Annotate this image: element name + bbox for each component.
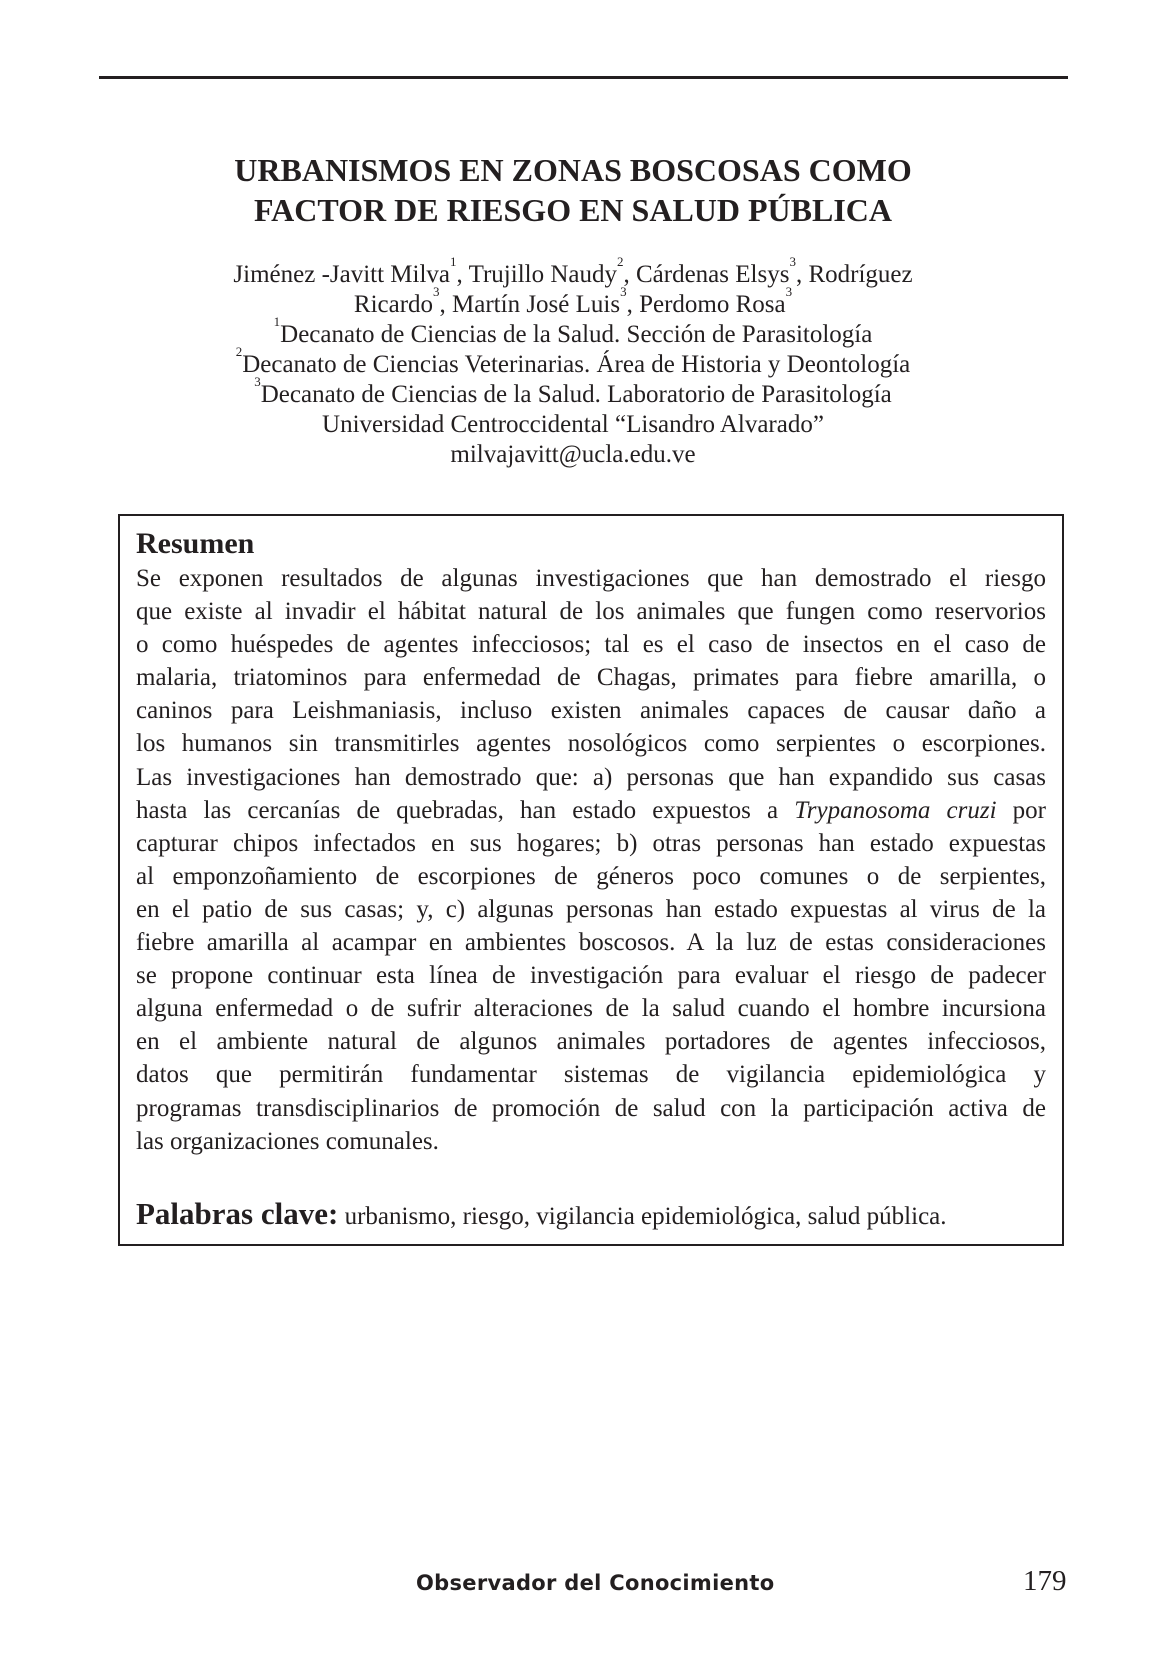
- abstract-text: hasta las cercanías de quebradas, han estado expuestos a: [136, 796, 795, 824]
- abstract-body: [136, 562, 1046, 1158]
- affiliation-sup: 1: [273, 314, 281, 329]
- paper-title: [120, 150, 1026, 230]
- abstract-heading: Resumen: [136, 527, 255, 560]
- author-name: , Martín José Luis: [439, 291, 621, 318]
- abstract-line: al emponzoñamiento de escorpiones de géneros poco comunes o de serpientes,: [136, 862, 1046, 890]
- author-affiliation-sup: 3: [620, 284, 627, 299]
- keywords: [136, 1196, 1046, 1235]
- affiliation-1: [140, 314, 1006, 350]
- author-affiliation-sup: 3: [433, 284, 440, 299]
- abstract-line: en el patio de sus casas; y, c) algunas personas han estado expuestas al virus de la: [136, 895, 1046, 923]
- author-affiliation-sup: 2: [616, 254, 624, 269]
- abstract-line: malaria, triatominos para enfermedad de Chagas, primates para fiebre amarilla, o: [136, 664, 1046, 692]
- affiliation-text: Decanato de Ciencias de la Salud. Laboratorio de Parasitología: [260, 381, 892, 408]
- abstract-line: Las investigaciones han demostrado que: a) personas que han expandido sus casas: [136, 763, 1046, 791]
- author-affiliation-sup: 3: [789, 254, 796, 269]
- author-name: Ricardo: [353, 291, 434, 318]
- author-name: , Rodríguez: [795, 261, 913, 288]
- keywords-text: urbanismo, riesgo, vigilancia epidemiológica, salud pública.: [338, 1203, 947, 1230]
- affiliation-sup: 2: [235, 344, 243, 359]
- affiliation-2: [140, 344, 1006, 380]
- author-name: , Trujillo Naudy: [456, 261, 617, 288]
- abstract-text: por: [996, 796, 1046, 824]
- author-name: , Cárdenas Elsys: [623, 261, 790, 288]
- title-line-1: URBANISMOS EN ZONAS BOSCOSAS COMO: [234, 152, 912, 188]
- affiliation-text: Decanato de Ciencias de la Salud. Sección de Parasitología: [280, 321, 873, 348]
- affiliation-sup: 3: [254, 374, 261, 389]
- footer-journal-name: Observador del Conocimiento: [416, 1571, 775, 1595]
- abstract-line: programas transdisciplinarios de promoción de salud con la participación activa de: [136, 1094, 1046, 1122]
- abstract-line: fiebre amarilla al acampar en ambientes boscosos. A la luz de estas consideraciones: [136, 929, 1046, 957]
- abstract-line: o como huéspedes de agentes infecciosos; tal es el caso de insectos en el caso de: [136, 631, 1046, 659]
- abstract-line: datos que permitirán fundamentar sistemas de vigilancia epidemiológica y: [136, 1061, 1046, 1089]
- author-line-2: [140, 284, 1006, 320]
- abstract-line: las organizaciones comunales.: [136, 1127, 439, 1155]
- author-affiliation-sup: 1: [450, 254, 457, 269]
- affiliation-3: [140, 374, 1006, 410]
- abstract-line: Se exponen resultados de algunas investigaciones que han demostrado el riesgo: [136, 565, 1046, 592]
- abstract-line: en el ambiente natural de algunos animales portadores de agentes infecciosos,: [136, 1028, 1046, 1056]
- author-name: Jiménez -Javitt Milva: [233, 261, 451, 288]
- page-number: 179: [1023, 1565, 1067, 1597]
- author-email: milvajavitt@ucla.edu.ve: [450, 441, 696, 468]
- abstract-line: los humanos sin transmitirles agentes nosológicos como serpientes o escorpiones.: [136, 730, 1046, 758]
- author-affiliation-sup: 3: [785, 284, 793, 299]
- abstract-line: alguna enfermedad o de sufrir alteraciones de la salud cuando el hombre incursiona: [136, 995, 1046, 1023]
- author-line-1: [140, 254, 1006, 290]
- author-block: [140, 254, 1006, 470]
- abstract-line-with-italic: [136, 794, 1046, 827]
- author-name: , Perdomo Rosa: [626, 291, 786, 318]
- affiliation-text: Decanato de Ciencias Veterinarias. Área de Historia y Deontología: [242, 351, 911, 378]
- abstract-box: [118, 514, 1064, 1246]
- abstract-line: se propone continuar esta línea de investigación para evaluar el riesgo de padecer: [136, 962, 1046, 990]
- abstract-line: capturar chipos infectados en sus hogares; b) otras personas han estado expuestas: [136, 829, 1046, 857]
- abstract-line: que existe al invadir el hábitat natural de los animales que fungen como reservorios: [136, 598, 1046, 626]
- abstract-line: caninos para Leishmaniasis, incluso existen animales capaces de causar daño a: [136, 697, 1046, 725]
- title-line-2: FACTOR DE RIESGO EN SALUD PÚBLICA: [253, 192, 893, 228]
- top-rule: [99, 76, 1068, 79]
- university: Universidad Centroccidental “Lisandro Alvarado”: [322, 411, 824, 438]
- species-name: Trypanosoma cruzi: [794, 796, 997, 824]
- keywords-label: Palabras clave:: [136, 1196, 339, 1231]
